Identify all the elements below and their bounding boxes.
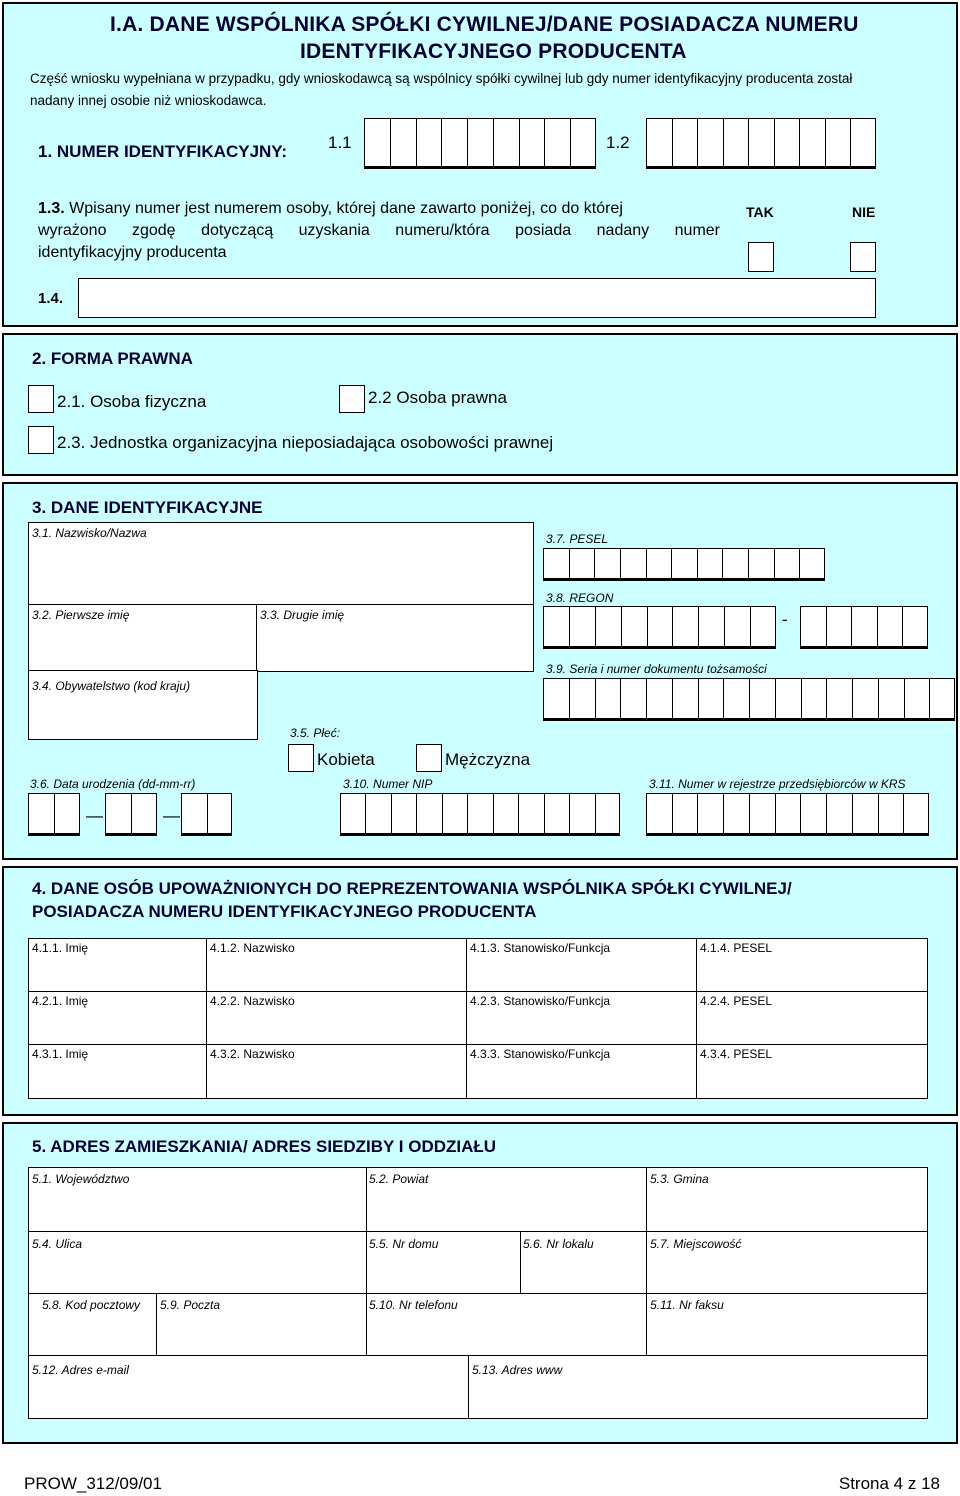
nip-cell[interactable] bbox=[365, 793, 390, 835]
id-document-cell[interactable] bbox=[929, 678, 955, 720]
regon-label: 3.8. REGON bbox=[546, 591, 614, 605]
question-1-3 bbox=[38, 198, 720, 264]
regon-cell[interactable] bbox=[672, 606, 698, 648]
intro-text-line1: Część wniosku wypełniana w przypadku, gdy wnioskodawcą są wspólnicy spółki cywilnej lub gdy numer identyfikacyjny producenta został bbox=[30, 71, 853, 86]
field-1-2-cell[interactable] bbox=[825, 118, 851, 168]
rep-position-label: 4.2.3. Stanowisko/Funkcja bbox=[470, 994, 611, 1008]
regon-suffix-underline bbox=[800, 646, 928, 649]
nip-cell[interactable] bbox=[442, 793, 467, 835]
section4-heading-line2: POSIADACZA NUMERU IDENTYFIKACYJNEGO PRODUCENTA bbox=[32, 902, 537, 921]
tak-label: TAK bbox=[746, 204, 774, 220]
id-document-cell[interactable] bbox=[826, 678, 852, 720]
tak-checkbox[interactable] bbox=[748, 242, 774, 272]
krs-cell[interactable] bbox=[775, 793, 801, 835]
krs-cell[interactable] bbox=[903, 793, 929, 835]
nip-cell[interactable] bbox=[518, 793, 543, 835]
pesel-cell[interactable] bbox=[620, 548, 646, 580]
id-document-cell[interactable] bbox=[775, 678, 801, 720]
id-document-cell[interactable] bbox=[595, 678, 621, 720]
krs-cell[interactable] bbox=[826, 793, 852, 835]
birth-date-separator-1: — bbox=[86, 806, 103, 825]
id-document-cell[interactable] bbox=[569, 678, 595, 720]
regon-suffix-cell[interactable] bbox=[902, 606, 928, 648]
id-document-cell[interactable] bbox=[749, 678, 775, 720]
field-1-1-underline bbox=[364, 166, 596, 169]
county-label: 5.2. Powiat bbox=[369, 1172, 429, 1186]
field-1-1-cell[interactable] bbox=[364, 118, 390, 168]
nip-cell[interactable] bbox=[595, 793, 620, 835]
rep-pesel-label: 4.3.4. PESEL bbox=[700, 1047, 773, 1061]
section3-heading: 3. DANE IDENTYFIKACYJNE bbox=[32, 498, 263, 517]
regon-dash: - bbox=[782, 610, 788, 629]
regon-suffix-cell[interactable] bbox=[800, 606, 826, 648]
krs-cell[interactable] bbox=[749, 793, 775, 835]
regon-cell[interactable] bbox=[750, 606, 776, 648]
pesel-cell[interactable] bbox=[774, 548, 800, 580]
nie-label: NIE bbox=[852, 204, 876, 220]
field-1-1-cell[interactable] bbox=[416, 118, 442, 168]
id-document-cell[interactable] bbox=[672, 678, 698, 720]
rep-first-name-label: 4.1.1. Imię bbox=[32, 941, 89, 955]
field-1-2-cell[interactable] bbox=[646, 118, 672, 168]
field-1-2-cell[interactable] bbox=[850, 118, 876, 168]
rep-surname-label: 4.3.2. Nazwisko bbox=[210, 1047, 295, 1061]
gender-label: 3.5. Płeć: bbox=[290, 726, 341, 740]
field-1-2-cell[interactable] bbox=[697, 118, 723, 168]
www-label: 5.13. Adres www bbox=[472, 1363, 563, 1377]
org-unit-checkbox[interactable] bbox=[28, 426, 54, 454]
section2-heading: 2. FORMA PRAWNA bbox=[32, 349, 193, 368]
field-1-1-cell[interactable] bbox=[519, 118, 545, 168]
municipality-label: 5.3. Gmina bbox=[650, 1172, 709, 1186]
field-1-2-cell[interactable] bbox=[799, 118, 825, 168]
male-label: Mężczyzna bbox=[445, 750, 531, 769]
org-unit-label: 2.3. Jednostka organizacyjna nieposiadająca osobowości prawnej bbox=[57, 433, 554, 452]
field-1-2-label: 1.2 bbox=[606, 133, 630, 152]
id-document-cell[interactable] bbox=[801, 678, 827, 720]
regon-cell[interactable] bbox=[621, 606, 647, 648]
krs-cell[interactable] bbox=[672, 793, 698, 835]
birth-month-cell[interactable] bbox=[131, 793, 157, 835]
legal-person-checkbox[interactable] bbox=[339, 385, 365, 413]
nip-cell[interactable] bbox=[416, 793, 441, 835]
krs-cell[interactable] bbox=[852, 793, 878, 835]
section1-heading: 1. NUMER IDENTYFIKACYJNY: bbox=[38, 142, 288, 161]
pesel-cell[interactable] bbox=[594, 548, 620, 580]
form-title-line2: IDENTYFIKACYJNEGO PRODUCENTA bbox=[300, 40, 687, 63]
krs-label: 3.11. Numer w rejestrze przedsiębiorców w KRS bbox=[649, 777, 906, 791]
birth-year-underline bbox=[181, 833, 232, 836]
field-1-2-cell[interactable] bbox=[748, 118, 774, 168]
section5-heading: 5. ADRES ZAMIESZKANIA/ ADRES SIEDZIBY I ODDZIAŁU bbox=[32, 1137, 497, 1156]
birth-day-underline bbox=[28, 833, 80, 836]
question-1-3-line1: 1.3. Wpisany numer jest numerem osoby, której dane zawarto poniżej, co do której bbox=[38, 200, 623, 217]
pesel-underline bbox=[543, 578, 825, 581]
nie-checkbox[interactable] bbox=[850, 242, 876, 272]
krs-cell[interactable] bbox=[697, 793, 723, 835]
regon-cell[interactable] bbox=[569, 606, 595, 648]
krs-cell[interactable] bbox=[878, 793, 904, 835]
nip-underline bbox=[340, 833, 620, 836]
intro-text-line2: nadany innej osobie niż wnioskodawca. bbox=[30, 93, 267, 108]
second-name-label: 3.3. Drugie imię bbox=[260, 608, 345, 622]
field-1-1-cell[interactable] bbox=[467, 118, 493, 168]
id-document-cell[interactable] bbox=[646, 678, 672, 720]
post-office-label: 5.9. Poczta bbox=[160, 1298, 221, 1312]
field-1-1-cell[interactable] bbox=[544, 118, 570, 168]
nip-cell[interactable] bbox=[493, 793, 518, 835]
birth-date-label: 3.6. Data urodzenia (dd-mm-rr) bbox=[30, 777, 196, 791]
regon-suffix-cell[interactable] bbox=[877, 606, 903, 648]
street-label: 5.4. Ulica bbox=[32, 1237, 83, 1251]
fax-label: 5.11. Nr faksu bbox=[650, 1298, 724, 1312]
rep-surname-label: 4.1.2. Nazwisko bbox=[210, 941, 295, 955]
form-code: PROW_312/09/01 bbox=[24, 1474, 162, 1493]
id-document-cell[interactable] bbox=[620, 678, 646, 720]
rep-pesel-label: 4.1.4. PESEL bbox=[700, 941, 773, 955]
regon-suffix-cell[interactable] bbox=[826, 606, 852, 648]
postal-code-label: 5.8. Kod pocztowy bbox=[42, 1298, 141, 1312]
rep-first-name-label: 4.3.1. Imię bbox=[32, 1047, 89, 1061]
birth-year-cell[interactable] bbox=[207, 793, 233, 835]
pesel-cell[interactable] bbox=[646, 548, 672, 580]
pesel-cell[interactable] bbox=[543, 548, 569, 580]
krs-cell[interactable] bbox=[646, 793, 672, 835]
male-checkbox[interactable] bbox=[416, 744, 442, 772]
regon-cell[interactable] bbox=[724, 606, 750, 648]
regon-suffix-cell[interactable] bbox=[851, 606, 877, 648]
id-document-cell[interactable] bbox=[878, 678, 904, 720]
pesel-cell[interactable] bbox=[697, 548, 723, 580]
krs-cell[interactable] bbox=[800, 793, 826, 835]
birth-day-cell[interactable] bbox=[28, 793, 54, 835]
field-1-1-cell[interactable] bbox=[493, 118, 519, 168]
nip-label: 3.10. Numer NIP bbox=[343, 777, 433, 791]
birth-year-cell[interactable] bbox=[181, 793, 207, 835]
id-document-cell[interactable] bbox=[852, 678, 878, 720]
id-document-cell[interactable] bbox=[904, 678, 930, 720]
krs-underline bbox=[646, 833, 929, 836]
pesel-cell[interactable] bbox=[722, 548, 748, 580]
field-1-1-cell[interactable] bbox=[390, 118, 416, 168]
id-document-cell[interactable] bbox=[723, 678, 749, 720]
birth-date-separator-2: — bbox=[163, 806, 180, 825]
rep-surname-label: 4.2.2. Nazwisko bbox=[210, 994, 295, 1008]
field-1-2-cell[interactable] bbox=[672, 118, 698, 168]
regon-cell[interactable] bbox=[543, 606, 569, 648]
regon-cell[interactable] bbox=[698, 606, 724, 648]
surname-label: 3.1. Nazwisko/Nazwa bbox=[32, 526, 147, 540]
field-1-1-cell[interactable] bbox=[441, 118, 467, 168]
field-1-1-label: 1.1 bbox=[328, 133, 352, 152]
voivodeship-label: 5.1. Województwo bbox=[32, 1172, 130, 1186]
question-1-3-line2: wyrażono zgodę dotyczącą uzyskania numeru/która posiada nadany numer bbox=[38, 222, 720, 239]
regon-cell[interactable] bbox=[595, 606, 621, 648]
rep-first-name-label: 4.2.1. Imię bbox=[32, 994, 89, 1008]
question-1-3-line3: identyfikacyjny producenta bbox=[38, 244, 227, 261]
regon-underline bbox=[543, 646, 776, 649]
birth-day-cell[interactable] bbox=[54, 793, 80, 835]
nip-cell[interactable] bbox=[544, 793, 569, 835]
krs-cell[interactable] bbox=[723, 793, 749, 835]
apartment-number-label: 5.6. Nr lokalu bbox=[523, 1237, 594, 1251]
birth-month-underline bbox=[105, 833, 157, 836]
rep-pesel-label: 4.2.4. PESEL bbox=[700, 994, 773, 1008]
pesel-label: 3.7. PESEL bbox=[546, 532, 609, 546]
nip-cell[interactable] bbox=[467, 793, 492, 835]
id-document-underline bbox=[543, 718, 955, 721]
field-1-4-label: 1.4. bbox=[38, 290, 64, 307]
birth-month-cell[interactable] bbox=[105, 793, 131, 835]
field-1-1-cell[interactable] bbox=[570, 118, 596, 168]
phone-label: 5.10. Nr telefonu bbox=[369, 1298, 458, 1312]
legal-person-label: 2.2 Osoba prawna bbox=[368, 388, 507, 407]
field-1-2-underline bbox=[646, 166, 876, 169]
nip-cell[interactable] bbox=[391, 793, 416, 835]
pesel-cell[interactable] bbox=[799, 548, 825, 580]
regon-cell[interactable] bbox=[647, 606, 673, 648]
section4-heading-line1: 4. DANE OSÓB UPOWAŻNIONYCH DO REPREZENTOWANIA WSPÓLNIKA SPÓŁKI CYWILNEJ/ bbox=[32, 879, 792, 898]
rep-position-label: 4.1.3. Stanowisko/Funkcja bbox=[470, 941, 611, 955]
rep-position-label: 4.3.3. Stanowisko/Funkcja bbox=[470, 1047, 611, 1061]
natural-person-label: 2.1. Osoba fizyczna bbox=[57, 392, 207, 411]
page-number: Strona 4 z 18 bbox=[838, 1474, 940, 1493]
nip-cell[interactable] bbox=[569, 793, 594, 835]
nip-cell[interactable] bbox=[340, 793, 365, 835]
id-document-cell[interactable] bbox=[698, 678, 724, 720]
first-name-label: 3.2. Pierwsze imię bbox=[32, 608, 130, 622]
field-1-2-cell[interactable] bbox=[774, 118, 800, 168]
pesel-cell[interactable] bbox=[748, 548, 774, 580]
pesel-cell[interactable] bbox=[671, 548, 697, 580]
field-1-2-cell[interactable] bbox=[723, 118, 749, 168]
form-title-line1: I.A. DANE WSPÓLNIKA SPÓŁKI CYWILNEJ/DANE POSIADACZA NUMERU bbox=[110, 13, 859, 36]
natural-person-checkbox[interactable] bbox=[28, 385, 54, 413]
id-document-label: 3.9. Seria i numer dokumentu tożsamości bbox=[546, 662, 767, 676]
locality-label: 5.7. Miejscowość bbox=[650, 1237, 742, 1251]
female-checkbox[interactable] bbox=[288, 744, 314, 772]
email-label: 5.12. Adres e-mail bbox=[32, 1363, 129, 1377]
female-label: Kobieta bbox=[317, 750, 375, 769]
id-document-cell[interactable] bbox=[543, 678, 569, 720]
citizenship-label: 3.4. Obywatelstwo (kod kraju) bbox=[32, 679, 191, 693]
field-1-4-input[interactable] bbox=[78, 278, 876, 318]
house-number-label: 5.5. Nr domu bbox=[369, 1237, 439, 1251]
pesel-cell[interactable] bbox=[569, 548, 595, 580]
